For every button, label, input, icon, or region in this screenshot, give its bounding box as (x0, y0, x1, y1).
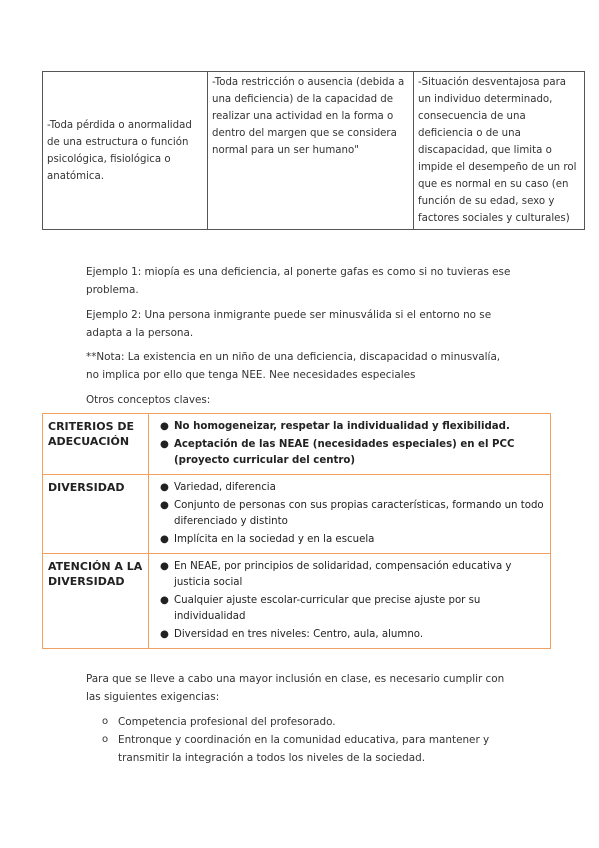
bullet-icon: ● (160, 629, 169, 640)
hollow-bullet-icon: o (102, 716, 109, 727)
inclusion-paragraph: Para que se lleve a cabo una mayor inclusión en clase, es necesario cumplir con las siguientes exigencias: (86, 673, 505, 703)
criterios-items (149, 414, 551, 475)
bullet-icon: ● (160, 421, 169, 432)
note-paragraph: **Nota: La existencia en un niño de una deficiencia, discapacidad o minusvalía, no implica por ello que tenga NEE. Nee necesidades especiales (86, 351, 501, 381)
bullet-icon: ● (160, 482, 169, 493)
list-item: ● Variedad, diferencia (174, 480, 545, 496)
minusvalia-definition: -Situación desventajosa para un individuo determinado, consecuencia de una deficiencia o de una discapacidad, que limita o impide el desempeño de un rol que es normal en su caso (en función de su edad, sexo y factores sociales y culturales) (414, 72, 585, 230)
term-diversidad: DIVERSIDAD (43, 475, 149, 554)
definitions-table (42, 71, 585, 230)
list-item: ● En NEAE, por principios de solidaridad, compensación educativa y justicia social (160, 561, 512, 588)
example-2: Ejemplo 2: Una persona inmigrante puede ser minusválida si el entorno no se adapta a la persona. (86, 309, 492, 339)
table-row (43, 475, 551, 554)
list-item: ● No homogeneizar, respetar la individualidad y flexibilidad. (174, 419, 545, 435)
list-item: ● Conjunto de personas con sus propias características, formando un todo diferenciado y distinto (160, 500, 544, 527)
requirements-list (102, 713, 522, 767)
definitions-row (43, 72, 585, 230)
list-item: ● Cualquier ajuste escolar-curricular que precise ajuste por su individualidad (160, 595, 481, 622)
key-concepts-table (42, 413, 551, 649)
other-concepts-heading: Otros conceptos claves: (86, 394, 211, 406)
diversidad-items (149, 475, 551, 554)
list-item: ● Implícita en la sociedad y en la escuela (174, 532, 545, 548)
example-1: Ejemplo 1: miopía es una deficiencia, al ponerte gafas es como si no tuvieras ese problema. (86, 266, 511, 296)
list-item: o Entronque y coordinación en la comunidad educativa, para mantener y transmitir la integración a todos los niveles de la sociedad. (102, 731, 522, 767)
table-row (43, 554, 551, 649)
list-item: ● Diversidad en tres niveles: Centro, aula, alumno. (174, 627, 545, 643)
bullet-icon: ● (160, 500, 169, 511)
list-item: o Competencia profesional del profesorado. (102, 713, 522, 731)
discapacidad-definition: -Toda restricción o ausencia (debida a una deficiencia) de la capacidad de realizar una actividad en la forma o dentro del margen que se considera normal para un ser humano" (208, 72, 414, 230)
hollow-bullet-icon: o (102, 734, 109, 745)
term-criterios: CRITERIOS DE ADECUACIÓN (43, 414, 149, 475)
bullet-icon: ● (160, 534, 169, 545)
term-atencion: ATENCIÓN A LA DIVERSIDAD (43, 554, 149, 649)
bullet-icon: ● (160, 439, 169, 450)
bullet-icon: ● (160, 561, 169, 572)
bullet-icon: ● (160, 595, 169, 606)
deficiencia-definition: -Toda pérdida o anormalidad de una estructura o función psicológica, fisiológica o anatómica. (43, 72, 208, 230)
table-row (43, 414, 551, 475)
atencion-items (149, 554, 551, 649)
list-item: ● Aceptación de las NEAE (necesidades especiales) en el PCC (proyecto curricular del centro) (160, 439, 515, 466)
